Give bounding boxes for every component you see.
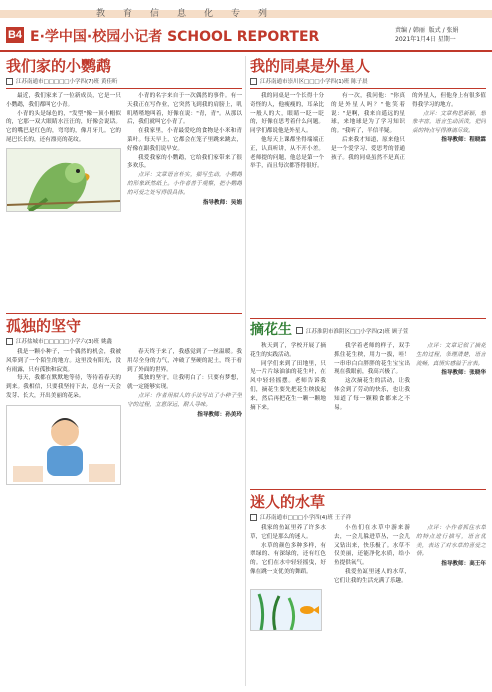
article-lonely (6, 313, 242, 687)
article-parrot (6, 57, 242, 309)
divider (250, 318, 486, 319)
article-title: 我的同桌是外星人 (250, 57, 371, 75)
article-teacher: 指导教师：吴娟 (202, 199, 242, 206)
article-teacher: 指导教师：高王年 (441, 561, 486, 568)
paper-title: E·学中国·校园小记者 SCHOOL REPORTER (30, 29, 320, 45)
article-waterweed (250, 489, 486, 687)
designer: 版式 / 张娟 (428, 27, 459, 34)
article-title: 孤独的坚守 (6, 317, 82, 335)
article-body: 我是一颗小种子，一个偶然的机会，我被风带到了一个陌生的地方。这里没有阳光，没有雨露，只有孤独和寂寞。 每天，我都在默默地等待，等待着春天的到来。我相信，只要我坚持下去，总有一天会发芽、长大，开出美丽的花朵。 (6, 349, 121, 399)
article-comment: 点评：文章记叙了摘花生的过程，条理清楚，语言流畅，真情实感溢于言表。 (416, 343, 486, 367)
article-title: 迷人的水草 (250, 493, 326, 511)
article-body: 我的同桌是一个长得十分奇怪的人，他瘦瘦的，耳朵比一般人的大，眼睛一眨一眨的，好像在思考着什么问题。同学们都说他是外星人。 他每天上课都坐得端端正正，认真听讲，从不开小差。老师提的问题，他总是第一个举手，而且每次都答得很好。 有一次，我问他："你真的是外星人吗？"他笑着说："是啊，我来自遥远的星球，来地球是为了学习知识的。"我听了，半信半疑。 后来我才知道，原来他只是一个爱学习、爱思考的普通孩子。我的同桌虽然不是真正的外星人，但他身上有很多值得我学习的地方。 点评：文章构思新颖，想象丰富，语言生动活泼，把同桌的特点写得淋漓尽致。 指导教师：程晓霖 (250, 93, 486, 170)
parrot-illustration (6, 148, 121, 212)
issue-date: 2021年1月4日 星期一 (395, 36, 456, 43)
article-comment-col (416, 342, 486, 368)
article-body: 最近，我们家来了一位新成员，它是一只小鹦鹉，我们都叫它小青。 小青的头是绿色的，"发型"像一顶小帽似的，它那一双大眼睛水汪汪的，好像会说话。它的嘴巴是红色的，弯弯的，像月牙儿。它的尾巴长长的，还有漂亮的花纹。 (6, 93, 121, 143)
square-icon (6, 338, 13, 345)
article-byline: 江苏淮阴市淮阴区□□小学四(2)班 顾子萱 (296, 327, 408, 335)
top-banner-words: 教育信息化专列 (96, 9, 286, 19)
article-body-cont: 小青的名字来自于一次偶然的事件。有一天我正在写作业，它突然飞到我的肩膀上，叽叽喳喳地叫着，好像在说："青，青"。从那以后，我们就叫它小青了。 在我家里，小青最爱吃的食物是小米和青菜叶。每天早上，它都会在笼子里跳来跳去，好像在跟我们说早安。 我爱我家的小鹦鹉，它给我们家带来了很多欢乐。 点评：文章语言朴实，描写生动，小鹦鹉的形象跃然纸上。小作者善于观察，把小鹦鹉的可爱之处写得很具体。 (127, 93, 242, 196)
article-body: 我家的鱼缸里养了许多水草，它们是那么的迷人。 水草的颜色多种多样，有翠绿的、有深绿的，还有红色的。它们在水中轻轻摇曳，好像在跳一支优美的舞蹈。 小鱼们在水草中游来游去，一会儿躲进草丛，一会儿又钻出来，快乐极了。水草不仅美丽，还能净化水质，给小鱼提供氧气。 我爱鱼缸里迷人的水草，它们让我的生活充满了乐趣。 (250, 525, 410, 584)
square-icon (250, 514, 257, 521)
article-teacher: 指导教师：孙美玲 (197, 411, 242, 418)
top-banner (0, 0, 492, 22)
article-body-cont: 春天终于来了，我感觉到了一丝温暖。我用尽全身的力气，冲破了坚硬的泥土，终于看到了外面的世界。 孤独的坚守，让我明白了：只要有梦想，就一定能够实现。 点评：作者用拟人的手法写出了小种子坚守的过程，立意深远，耐人寻味。 (127, 349, 242, 408)
article-title: 摘花生 (250, 322, 292, 338)
article-byline: 江苏南通市□□□□□小学四(7)班 黄佳昕 (6, 77, 242, 85)
article-byline: 江苏盐城市□□□□□小学六(3)班 姚鑫 (6, 337, 242, 345)
article-peanut (250, 318, 486, 486)
article-teacher: 指导教师：张晓华 (441, 370, 486, 377)
article-comment: 点评：小作者抓住水草的特点进行描写，语言优美，表达了对水草的喜爱之情。 (416, 525, 486, 558)
column-divider (245, 56, 246, 686)
article-comment: 点评：文章构思新颖，想象丰富，语言生动活泼，把同桌的特点写得淋漓尽致。 (412, 110, 486, 135)
article-body: 秋天到了，学校开展了摘花生的实践活动。 同学们来到了田地里，只见一片片绿油油的花生叶，在风中轻轻摇摆。老师告诉我们，摘花生要先把花生秧拔起来，然后再把花生一颗一颗地摘下来。 我学着老师的样子，双手抓住花生秧，用力一拔，哇！一串串白白胖胖的花生宝宝出现在我眼前，我高兴极了。 这次摘花生的活动，让我体会到了劳动的快乐，也让我知道了每一颗粮食都来之不易。 (250, 343, 410, 411)
article-title: 我们家的小鹦鹉 (6, 57, 112, 75)
divider (250, 489, 486, 490)
article-teacher: 指导教师：程晓霖 (441, 136, 486, 143)
square-icon (250, 78, 257, 85)
header-meta (395, 26, 459, 44)
divider (6, 88, 242, 89)
article-alien (250, 57, 486, 315)
square-icon (296, 327, 303, 334)
article-comment: 点评：作者用拟人的手法写出了小种子坚守的过程，立意深远，耐人寻味。 (127, 392, 242, 408)
article-byline: 江苏南通市□□□小学四(4)班 王子祥 (250, 513, 486, 521)
article-comment-col (416, 524, 486, 559)
editor: 责编 / 韩丽 (395, 27, 425, 34)
waterweed-illustration (250, 589, 322, 631)
square-icon (6, 78, 13, 85)
page-number-badge: B4 (7, 29, 23, 41)
article-comment: 点评：文章语言朴实，描写生动，小鹦鹉的形象跃然纸上。小作者善于观察，把小鹦鹉的可爱之处写得很具体。 (127, 172, 242, 196)
character-illustration (6, 405, 121, 485)
divider (6, 313, 242, 314)
article-byline: 江苏南通市崇川区□□□小学四(1)班 陈子晨 (250, 77, 486, 85)
divider (250, 88, 486, 89)
